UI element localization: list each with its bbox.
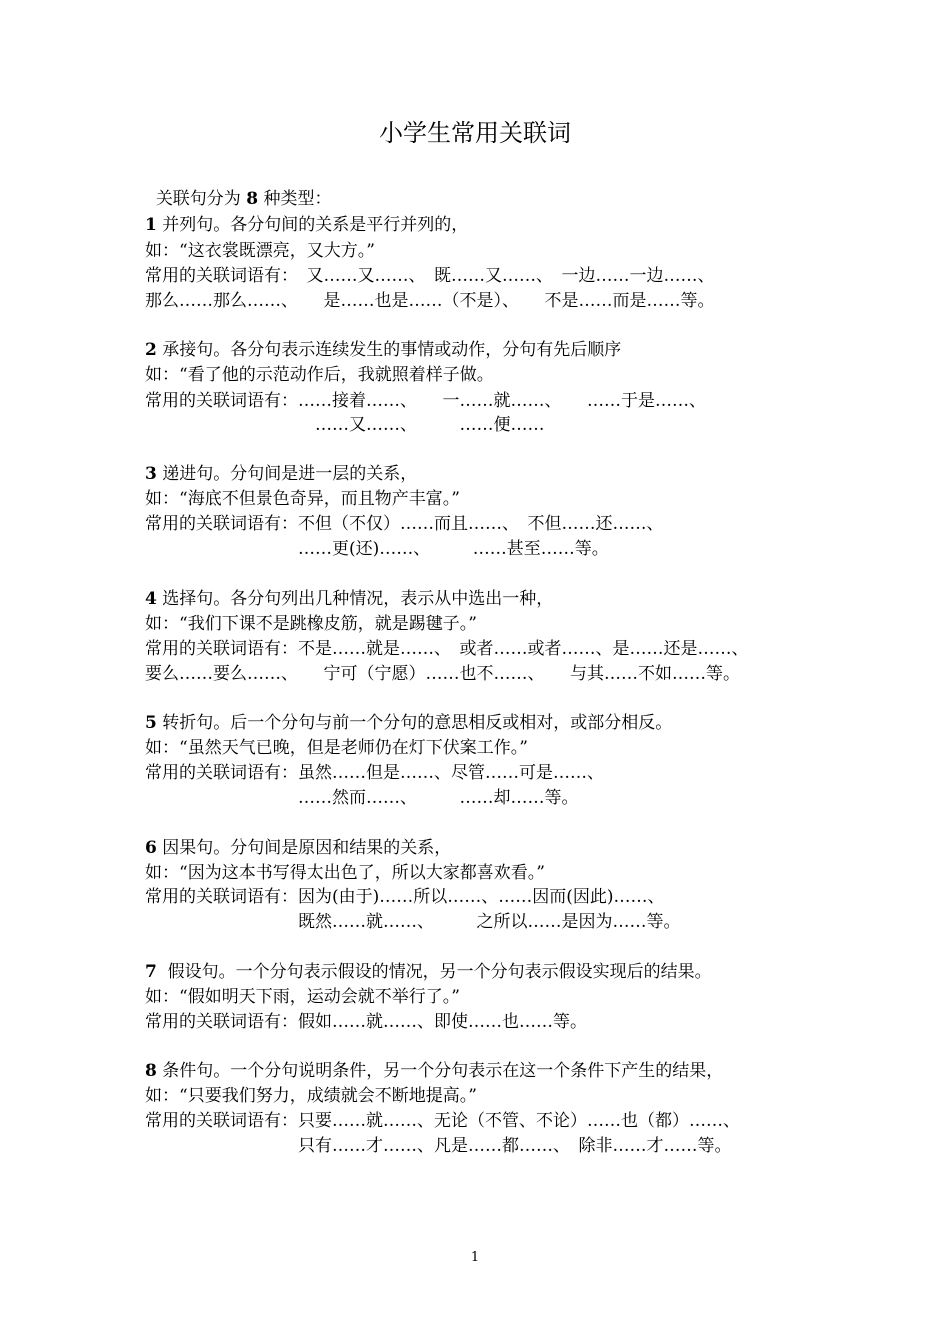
section-number: 6 <box>145 838 157 858</box>
section-heading <box>145 588 553 610</box>
connectives-line: 只有……才……、凡是……都……、 除非……才……等。 <box>145 1136 732 1156</box>
section-heading-text: 假设句。一个分句表示假设的情况，另一个分句表示假设实现后的结果。 <box>156 962 712 982</box>
connectives-line: 常用的关联词语有：不是……就是……、 或者……或者……、是……还是……、 <box>145 639 749 659</box>
example-line: 如：“虽然天气已晚，但是老师仍在灯下伏案工作。” <box>145 738 528 758</box>
intro-after: 种类型： <box>258 189 332 209</box>
section-number: 4 <box>145 589 157 609</box>
example-line: 如：“海底不但景色奇异，而且物产丰富。” <box>145 489 460 509</box>
section-number: 2 <box>145 340 157 360</box>
connectives-line: ……更(还)……、 ……甚至……等。 <box>145 539 609 559</box>
connectives-line: 常用的关联词语有：假如……就……、即使……也……等。 <box>145 1012 587 1032</box>
connectives-line: 既然……就……、 之所以……是因为……等。 <box>145 912 681 932</box>
example-line: 如：“只要我们努力，成绩就会不断地提高。” <box>145 1086 477 1106</box>
section-heading <box>145 463 417 485</box>
example-line: 如：“看了他的示范动作后，我就照着样子做。 <box>145 365 494 385</box>
example-line: 如：“这衣裳既漂亮，又大方。” <box>145 241 375 261</box>
connectives-line: 常用的关联词语有：虽然……但是……、尽管……可是……、 <box>145 763 604 783</box>
connectives-line: ……又……、 ……便…… <box>145 415 545 435</box>
connectives-line: 常用的关联词语有：只要……就……、无论（不管、不论）……也（都）……、 <box>145 1111 740 1131</box>
section-heading <box>145 339 621 361</box>
section-heading <box>145 961 712 983</box>
section-number: 5 <box>145 713 157 733</box>
page-title: 小学生常用关联词 <box>379 119 571 147</box>
intro-count: 8 <box>246 189 259 209</box>
section-heading-text: 承接句。各分句表示连续发生的事情或动作，分句有先后顺序 <box>156 340 622 360</box>
page-number: 1 <box>470 1250 480 1265</box>
section-heading-text: 因果句。分句间是原因和结果的关系， <box>156 838 452 858</box>
section-heading-text: 条件句。一个分句说明条件，另一个分句表示在这一个条件下产生的结果， <box>156 1061 724 1081</box>
connectives-line: 要么……要么……、 宁可（宁愿）……也不……、 与其……不如……等。 <box>145 664 740 684</box>
intro-line <box>145 166 331 210</box>
section-number: 7 <box>145 962 157 982</box>
example-line: 如：“我们下课不是跳橡皮筋，就是踢毽子。” <box>145 614 477 634</box>
section-heading-text: 转折句。后一个分句与前一个分句的意思相反或相对，或部分相反。 <box>156 713 673 733</box>
connectives-line: 常用的关联词语有： 又……又……、 既……又……、 一边……一边……、 <box>145 266 715 286</box>
section-heading <box>145 837 451 859</box>
connectives-line: 常用的关联词语有：因为(由于)……所以……、……因而(因此)……、 <box>145 887 665 907</box>
section-number: 3 <box>145 464 157 484</box>
section-heading-text: 并列句。各分句间的关系是平行并列的， <box>156 215 469 235</box>
section-heading-text: 递进句。分句间是进一层的关系， <box>156 464 418 484</box>
connectives-line: 那么……那么……、 是……也是……（不是）、 不是……而是……等。 <box>145 291 715 311</box>
section-heading-text: 选择句。各分句列出几种情况，表示从中选出一种， <box>156 589 554 609</box>
example-line: 如：“因为这本书写得太出色了，所以大家都喜欢看。” <box>145 863 545 883</box>
section-number: 8 <box>145 1061 157 1081</box>
connectives-line: ……然而……、 ……却……等。 <box>145 788 579 808</box>
section-number: 1 <box>145 215 157 235</box>
section-heading <box>145 1060 723 1082</box>
example-line: 如：“假如明天下雨，运动会就不举行了。” <box>145 987 460 1007</box>
section-heading <box>145 214 468 236</box>
intro-before: 关联句分为 <box>155 189 247 209</box>
connectives-line: 常用的关联词语有：……接着……、 一……就……、 ……于是……、 <box>145 391 706 411</box>
connectives-line: 常用的关联词语有：不但（不仅）……而且……、 不但……还……、 <box>145 514 664 534</box>
section-heading <box>145 712 672 734</box>
